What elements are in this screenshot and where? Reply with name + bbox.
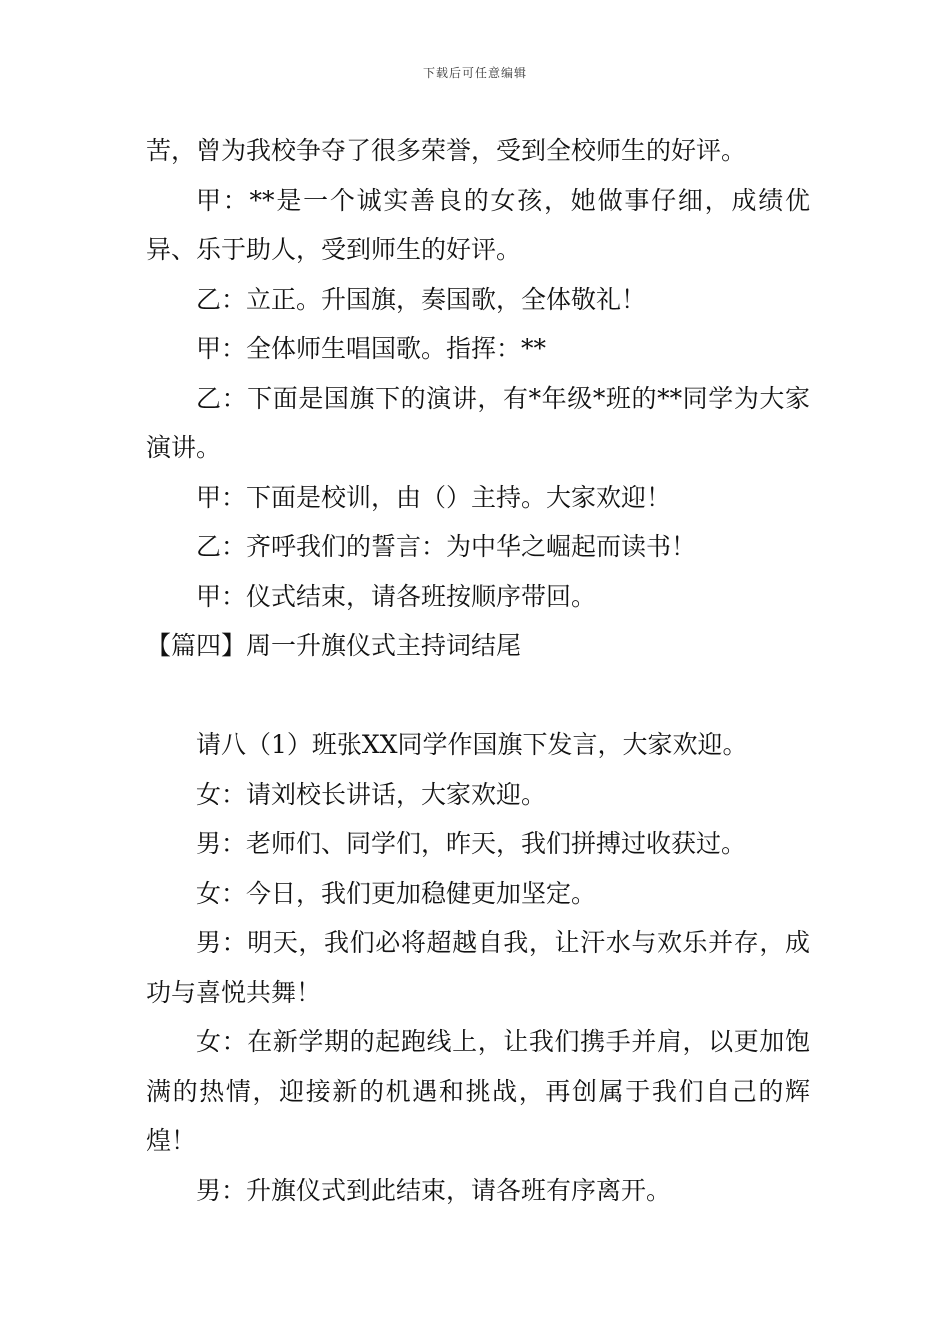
paragraph: 女：在新学期的起跑线上，让我们携手并肩，以更加饱满的热情，迎接新的机遇和挑战，再创属于我们自己的辉煌！: [146, 1027, 810, 1155]
blank-line: [146, 671, 810, 721]
paragraph: 女：请刘校长讲话，大家欢迎。: [196, 779, 547, 809]
paragraph: 甲：全体师生唱国歌。指挥：**: [196, 334, 547, 363]
paragraph: 甲：仪式结束，请各班按顺序带回。: [196, 581, 597, 611]
document-body: [146, 126, 810, 1215]
paragraph: 甲：下面是校训，由（）主持。大家欢迎！: [196, 482, 672, 512]
paragraph: 苦，曾为我校争夺了很多荣誉，受到全校师生的好评。: [146, 136, 747, 165]
paragraph: 男：老师们、同学们，昨天，我们拼搏过收获过。: [196, 829, 747, 858]
paragraph: 乙：齐呼我们的誓言：为中华之崛起而读书！: [196, 532, 697, 561]
paragraph: 甲：**是一个诚实善良的女孩，她做事仔细，成绩优异、乐于助人，受到师生的好评。: [146, 185, 810, 264]
paragraph: 男：升旗仪式到此结束，请各班有序离开。: [196, 1175, 672, 1205]
paragraph: 乙：立正。升国旗，奏国歌，全体敬礼！: [196, 284, 647, 314]
paragraph: 男：明天，我们必将超越自我，让汗水与欢乐并存，成功与喜悦共舞！: [146, 928, 810, 1007]
section-heading: 【篇四】周一升旗仪式主持词结尾: [146, 631, 522, 660]
paragraph: 女：今日，我们更加稳健更加坚定。: [196, 878, 597, 908]
page-header-note: 下载后可任意编辑: [422, 66, 527, 80]
paragraph: 请八（1）班张XX同学作国旗下发言，大家欢迎。: [196, 730, 748, 759]
paragraph: 乙：下面是国旗下的演讲，有*年级*班的**同学为大家演讲。: [146, 383, 810, 462]
